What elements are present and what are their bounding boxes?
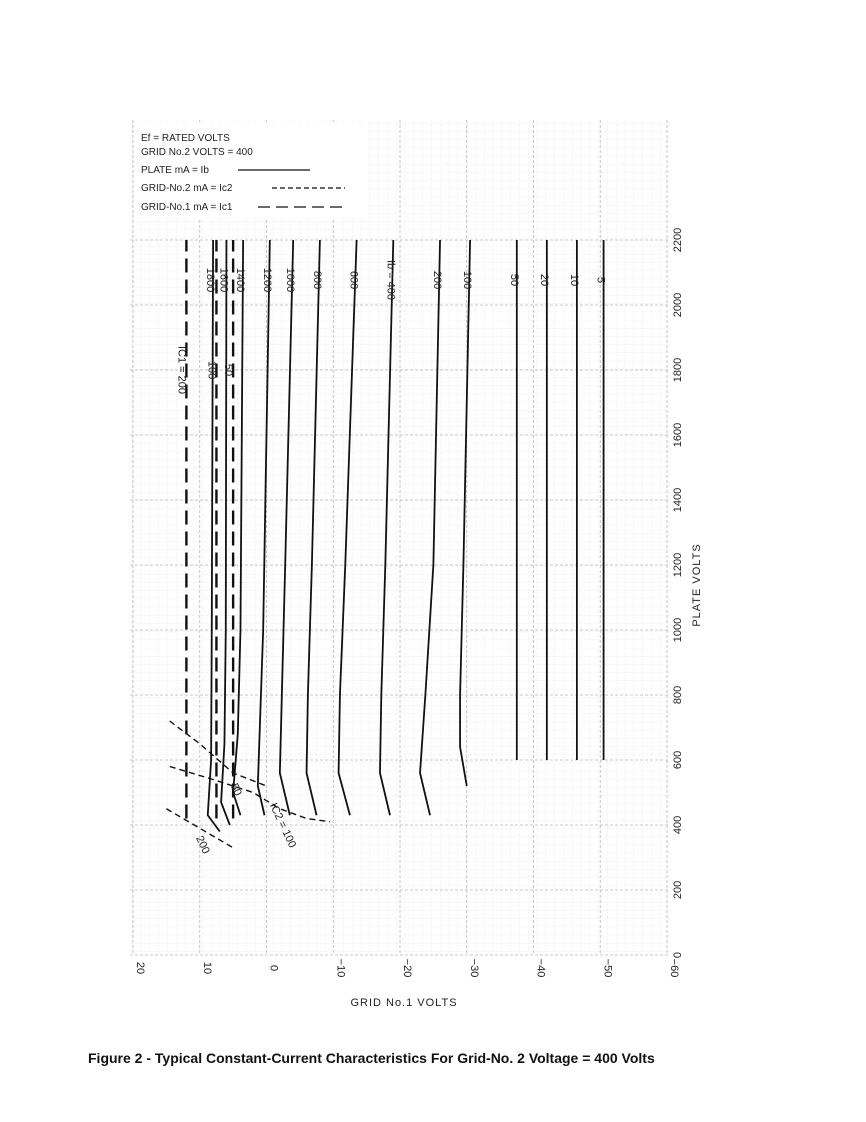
series-label: 800 <box>310 270 323 290</box>
legend-entry-grid1: GRID-No.1 mA = Ic1 <box>141 202 233 213</box>
x-tick-label: −30 <box>467 958 480 978</box>
legend <box>134 122 368 218</box>
y-tick-label: 0 <box>672 951 684 959</box>
series-label: 1000 <box>284 267 297 293</box>
series-label: IC2 = 100 <box>266 801 299 850</box>
x-axis-ticks <box>134 959 680 978</box>
y-tick-label: 800 <box>672 685 684 705</box>
series-label: 1400 <box>234 267 247 293</box>
x-tick-label: 20 <box>134 961 146 975</box>
x-tick-label: 10 <box>200 961 213 975</box>
x-tick-label: −10 <box>334 958 347 978</box>
series-label: 5 <box>594 276 607 284</box>
series-label: 1600 <box>217 267 230 293</box>
x-tick-label: −50 <box>601 958 614 978</box>
y-tick-label: 1600 <box>672 422 684 448</box>
x-axis-title: GRID No.1 VOLTS <box>350 997 458 1009</box>
series-label: 10 <box>567 273 580 287</box>
series-label: 50 <box>227 781 244 798</box>
y-tick-label: 2000 <box>672 292 684 318</box>
series-label: 200 <box>431 270 444 290</box>
y-tick-label: 2200 <box>672 227 684 253</box>
series-label: 600 <box>347 270 360 290</box>
x-tick-label: −40 <box>534 958 547 978</box>
y-axis-title: PLATE VOLTS <box>691 543 703 627</box>
series-label: IC1 = 200 <box>175 345 188 395</box>
series-label: 100 <box>205 360 218 380</box>
series-label: 50 <box>222 363 235 377</box>
y-tick-label: 200 <box>672 880 684 900</box>
y-tick-label: 1200 <box>672 552 684 578</box>
series-label: 50 <box>507 273 520 287</box>
y-tick-label: 1800 <box>672 357 684 383</box>
series-label: Ib = 400 <box>384 259 397 301</box>
series-label: 100 <box>461 270 474 290</box>
series-label: 200 <box>193 834 212 856</box>
y-tick-label: 1000 <box>672 617 684 643</box>
series-label: 1800 <box>204 267 217 293</box>
figure-caption: Figure 2 - Typical Constant-Current Characteristics For Grid-No. 2 Voltage = 400 Volts <box>88 1050 655 1066</box>
legend-entry-grid2: GRID-No.2 mA = Ic2 <box>141 183 233 194</box>
series-label: 1200 <box>260 267 273 293</box>
x-tick-label: 0 <box>267 964 280 972</box>
series-label: 20 <box>537 273 550 287</box>
legend-line-ef: Ef = RATED VOLTS <box>141 133 230 144</box>
legend-entry-plate: PLATE mA = Ib <box>141 165 209 176</box>
y-tick-label: 400 <box>672 815 684 835</box>
y-tick-label: 1400 <box>672 487 684 513</box>
y-tick-label: 600 <box>672 750 684 770</box>
x-tick-label: −60 <box>668 958 680 978</box>
x-tick-label: −20 <box>401 958 413 978</box>
y-axis-ticks <box>672 228 684 958</box>
legend-line-grid2-volts: GRID No.2 VOLTS = 400 <box>141 147 253 158</box>
